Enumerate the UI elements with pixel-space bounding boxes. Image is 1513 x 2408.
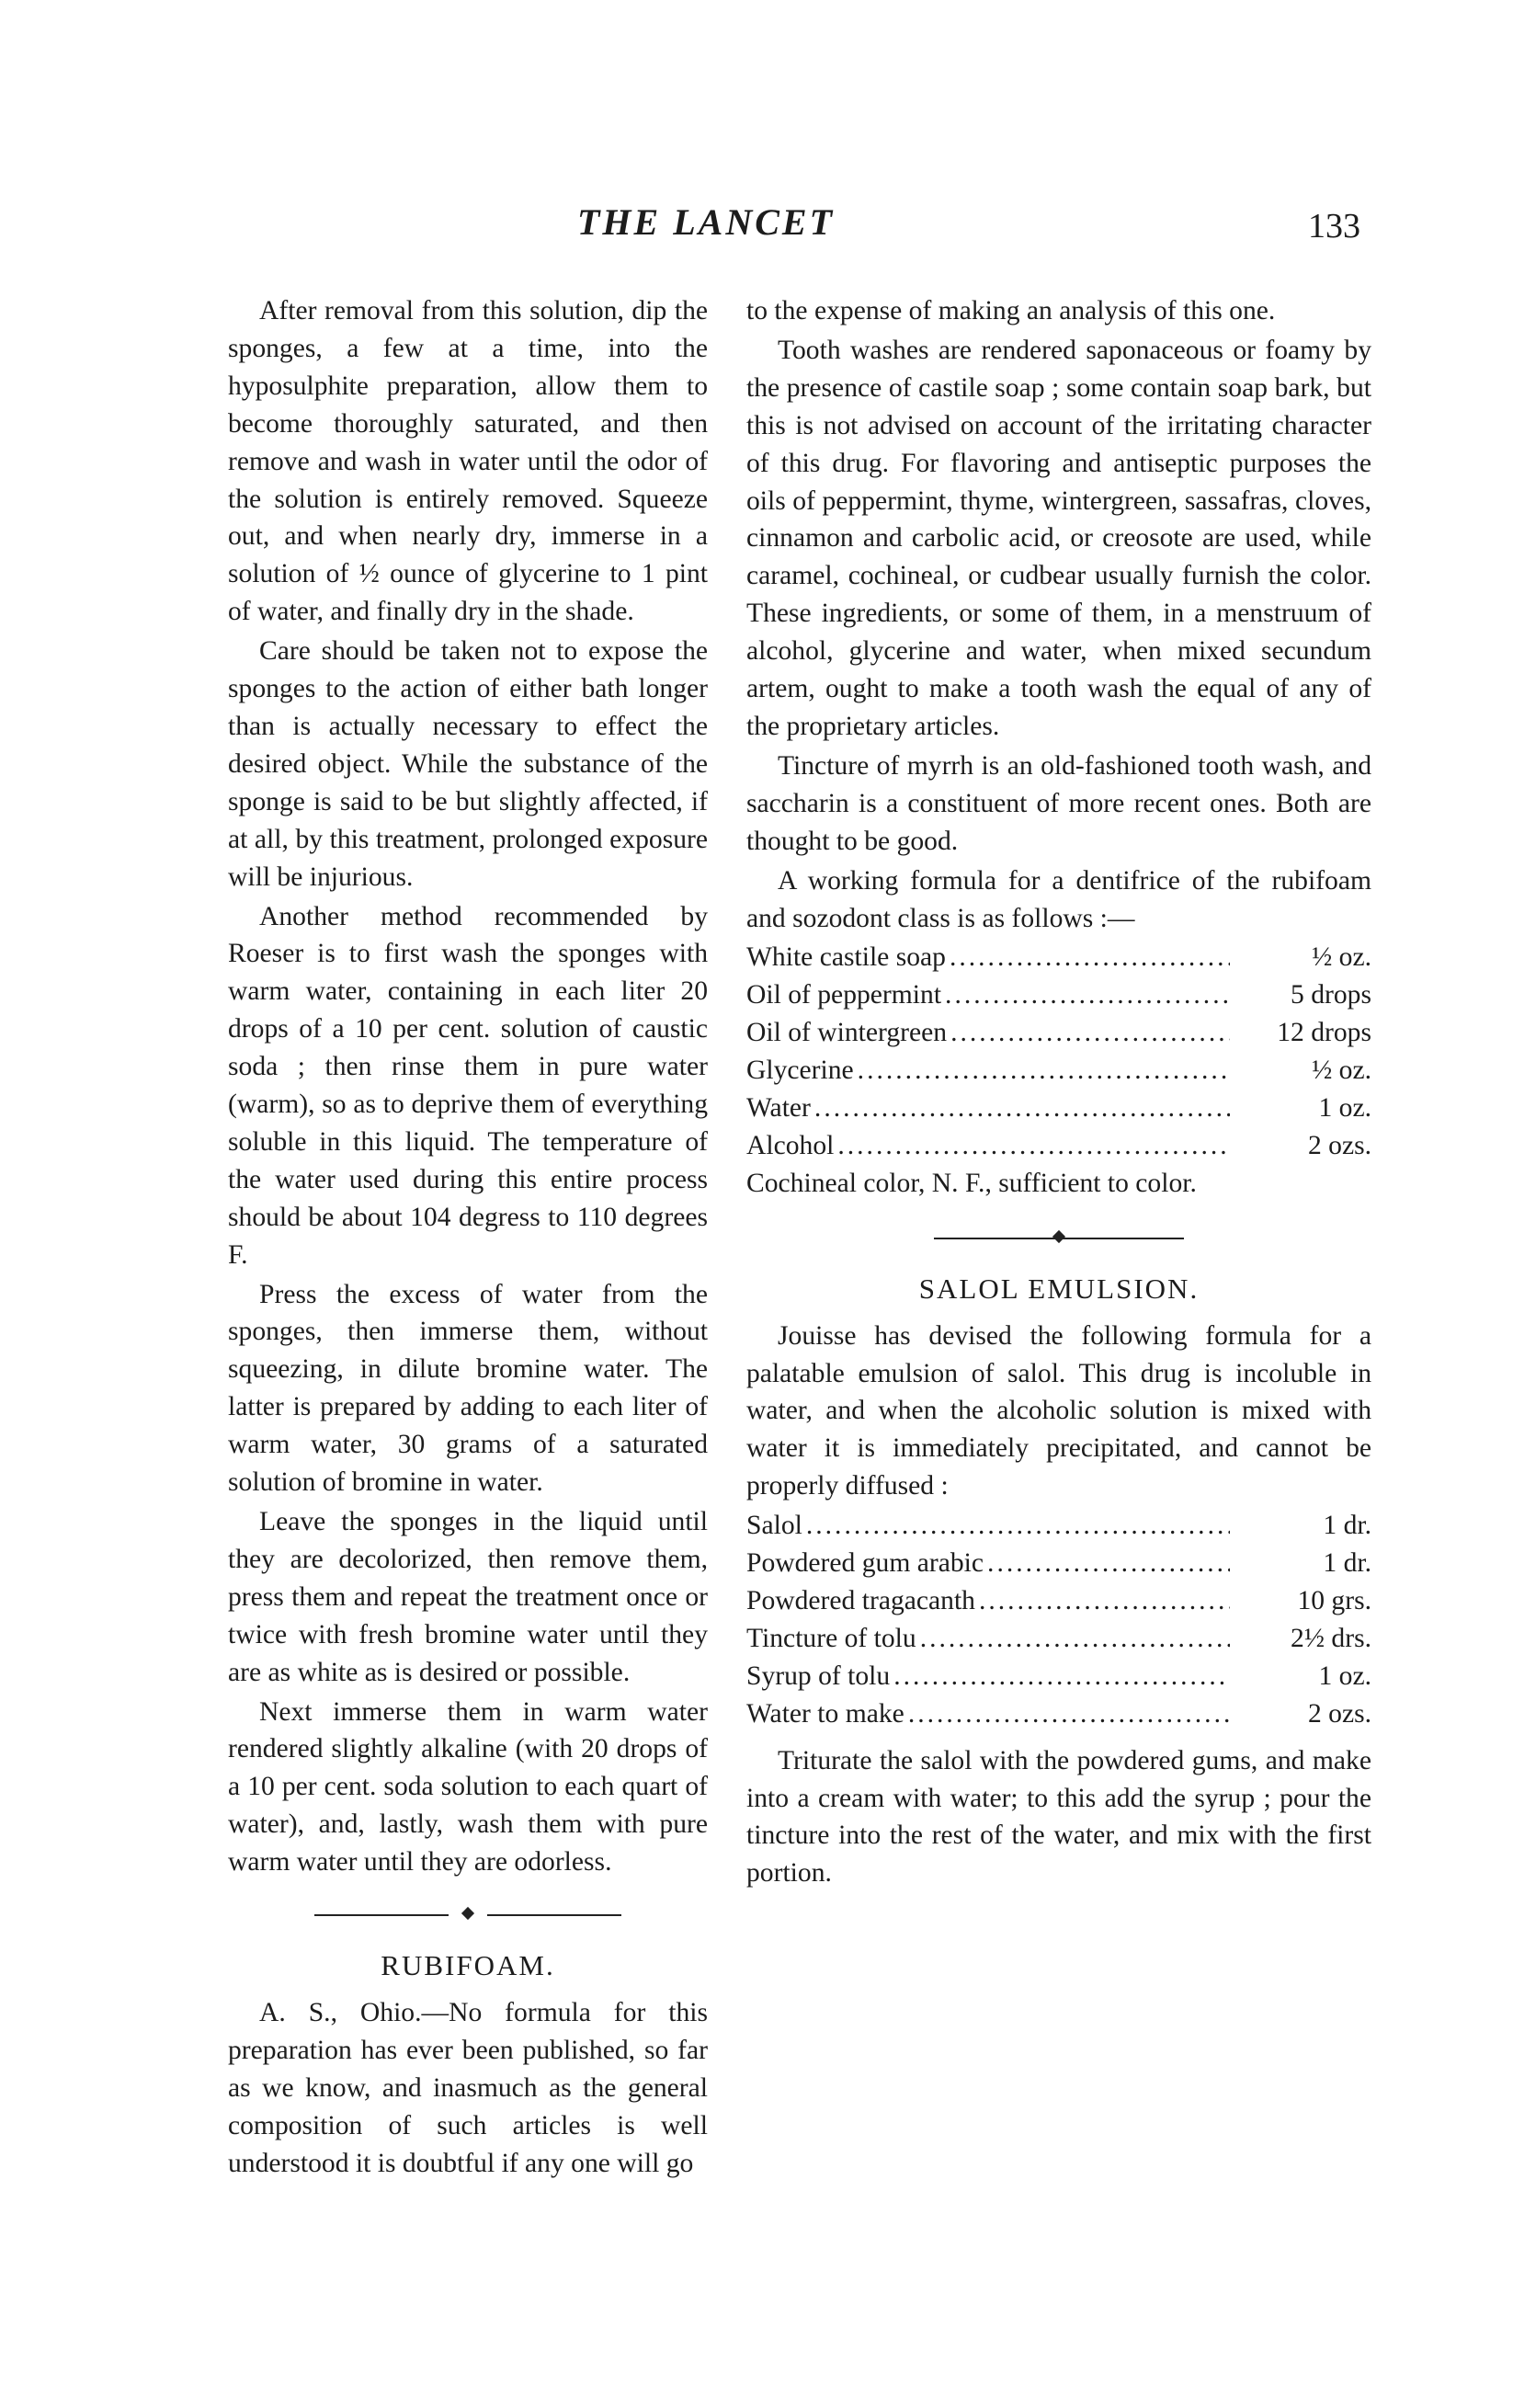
paragraph: Another method recommended by Roeser is to first wash the sponges with warm water, containing in each liter 20 drops of a 10 per cent. solution of caustic soda ; then rinse them in pure water (warm), so as to deprive them of everything soluble in this liquid. The temperature of the water used during this entire process should be about 104 degress to 110 degrees F. bbox=[228, 901, 708, 1270]
ingredient-name: Tincture of tolu bbox=[746, 1623, 916, 1653]
right-column bbox=[746, 292, 1371, 1892]
divider-ornament bbox=[1052, 1230, 1065, 1243]
divider-rule-right bbox=[487, 1914, 621, 1916]
paragraph-continued: to the expense of making an analysis of this one. bbox=[746, 296, 1276, 325]
leader-dots bbox=[979, 1582, 1230, 1620]
formula-row bbox=[746, 1582, 1371, 1620]
paragraph: Triturate the salol with the powdered gums, and make into a cream with water; to this add the syrup ; pour the tincture into the rest of the water, and mix with the first portion. bbox=[746, 1745, 1371, 1889]
leader-dots bbox=[814, 1090, 1230, 1127]
paragraph: Tincture of myrrh is an old-fashioned tooth wash, and saccharin is a constituent of more recent ones. Both are thought to be good. bbox=[746, 750, 1371, 856]
salol-formula bbox=[746, 1507, 1371, 1732]
running-head-title: THE LANCET bbox=[577, 201, 836, 243]
paragraph: A. S., Ohio.—No formula for this preparation has ever been published, so far as we know, and inasmuch as the general composition of such articles is well understood it is doubtful if any one will go bbox=[228, 1997, 708, 2178]
paragraph: A working formula for a dentifrice of the rubifoam and sozodont class is as follows :— bbox=[746, 865, 1371, 933]
formula-row bbox=[746, 1127, 1371, 1165]
ingredient-quantity: 1 oz. bbox=[1318, 1093, 1371, 1124]
ingredient-name: Powdered tragacanth bbox=[746, 1586, 975, 1615]
divider-rule-left bbox=[934, 1238, 1059, 1239]
leader-dots bbox=[950, 1014, 1230, 1052]
leader-dots bbox=[893, 1658, 1230, 1695]
leader-dots bbox=[945, 976, 1230, 1014]
leader-dots bbox=[806, 1507, 1230, 1545]
section-heading-rubifoam: RUBIFOAM. bbox=[381, 1949, 555, 1982]
ingredient-name: Glycerine bbox=[746, 1056, 854, 1086]
formula-row bbox=[746, 1507, 1371, 1545]
ingredient-name: Syrup of tolu bbox=[746, 1660, 891, 1691]
formula-row bbox=[746, 1658, 1371, 1695]
ingredient-quantity: 12 drops bbox=[1277, 1018, 1371, 1048]
ingredient-name: Water bbox=[746, 1093, 811, 1124]
leader-dots bbox=[858, 1052, 1230, 1090]
ingredient-name: Alcohol bbox=[746, 1130, 835, 1160]
paragraph: Tooth washes are rendered saponaceous or foamy by the presence of castile soap ; some contain soap bark, but this is not advised on account of the irritating character of this drug. For flavoring and antiseptic purposes the oils of peppermint, thyme, wintergreen, sassafras, cloves, cinnamon and carbolic acid, or creosote are used, while caramel, cochineal, or cudbear usually furnish the color. These ingredients, or some of them, in a menstruum of alcohol, glycerine and water, when mixed secundum artem, ought to make a tooth wash the equal of any of the proprietary articles. bbox=[746, 335, 1371, 741]
section-divider bbox=[228, 1889, 708, 1944]
ingredient-quantity: 10 grs. bbox=[1297, 1586, 1371, 1615]
formula-row bbox=[746, 939, 1371, 976]
ingredient-quantity: 2 ozs. bbox=[1307, 1698, 1371, 1729]
ingredient-name: Powdered gum arabic bbox=[746, 1548, 984, 1579]
ingredient-quantity: 1 dr. bbox=[1323, 1511, 1371, 1541]
paragraph: Jouisse has devised the following formula for a palatable emulsion of salol. This drug is incoluble in water, and when the alcoholic solution is mixed with water it is immediately precipitated, and cannot be properly diffused : bbox=[746, 1320, 1371, 1501]
ingredient-quantity: 2 ozs. bbox=[1307, 1130, 1371, 1160]
leader-dots bbox=[908, 1695, 1230, 1733]
formula-row bbox=[746, 1052, 1371, 1090]
paragraph: Leave the sponges in the liquid until they are decolorized, then remove them, press them and repeat the treatment once or twice with fresh bromine water until they are as white as is desired or possible. bbox=[228, 1507, 708, 1687]
leader-dots bbox=[920, 1620, 1230, 1658]
section-heading-salol-emulsion: SALOL EMULSION. bbox=[918, 1272, 1200, 1305]
formula-row bbox=[746, 1545, 1371, 1582]
ingredient-quantity: 2½ drs. bbox=[1291, 1623, 1371, 1653]
ingredient-quantity: 1 dr. bbox=[1323, 1548, 1371, 1579]
divider-rule-left bbox=[314, 1914, 449, 1916]
ingredient-name: Oil of peppermint bbox=[746, 980, 942, 1010]
divider-rule-right bbox=[1059, 1238, 1184, 1239]
leader-dots bbox=[987, 1545, 1230, 1582]
paragraph: Care should be taken not to expose the sponges to the action of either bath longer than is actually necessary to effect the desired object. While the substance of the sponge is said to be but slightly affected, if at all, by this treatment, prolonged exposure will be injurious. bbox=[228, 636, 708, 892]
leader-dots bbox=[837, 1127, 1230, 1165]
leader-dots bbox=[950, 939, 1230, 976]
section-divider bbox=[746, 1212, 1371, 1267]
formula-row bbox=[746, 1014, 1371, 1052]
ingredient-name: White castile soap bbox=[746, 942, 946, 973]
ingredient-name: Salol bbox=[746, 1511, 802, 1541]
ingredient-quantity: ½ oz. bbox=[1312, 942, 1371, 973]
left-column bbox=[228, 292, 708, 2183]
ingredient-quantity: 1 oz. bbox=[1318, 1660, 1371, 1691]
formula-note: Cochineal color, N. F., sufficient to color. bbox=[746, 1168, 1197, 1198]
ingredient-quantity: ½ oz. bbox=[1312, 1056, 1371, 1086]
ingredient-quantity: 5 drops bbox=[1291, 980, 1371, 1010]
formula-row bbox=[746, 1620, 1371, 1658]
paragraph: Press the excess of water from the sponges, then immerse them, without squeezing, in dilute bromine water. The latter is prepared by adding to each liter of warm water, 30 grams of a saturated solution of bromine in water. bbox=[228, 1279, 708, 1498]
formula-row bbox=[746, 1090, 1371, 1127]
divider-ornament bbox=[461, 1907, 474, 1920]
formula-row bbox=[746, 1695, 1371, 1733]
paragraph: After removal from this solution, dip the sponges, a few at a time, into the hyposulphite preparation, allow them to become thoroughly saturated, and then remove and wash in water until the odor of the solution is entirely removed. Squeeze out, and when nearly dry, immerse in a solution of ½ ounce of glycerine to 1 pint of water, and finally dry in the shade. bbox=[228, 296, 708, 627]
page-number: 133 bbox=[1308, 207, 1360, 245]
ingredient-name: Water to make bbox=[746, 1698, 904, 1729]
dentifrice-formula bbox=[746, 939, 1371, 1202]
paragraph: Next immerse them in warm water rendered slightly alkaline (with 20 drops of a 10 per cent. soda solution to each quart of water), and, lastly, wash them with pure warm water until they are odorless. bbox=[228, 1696, 708, 1877]
formula-row bbox=[746, 976, 1371, 1014]
ingredient-name: Oil of wintergreen bbox=[746, 1018, 948, 1048]
